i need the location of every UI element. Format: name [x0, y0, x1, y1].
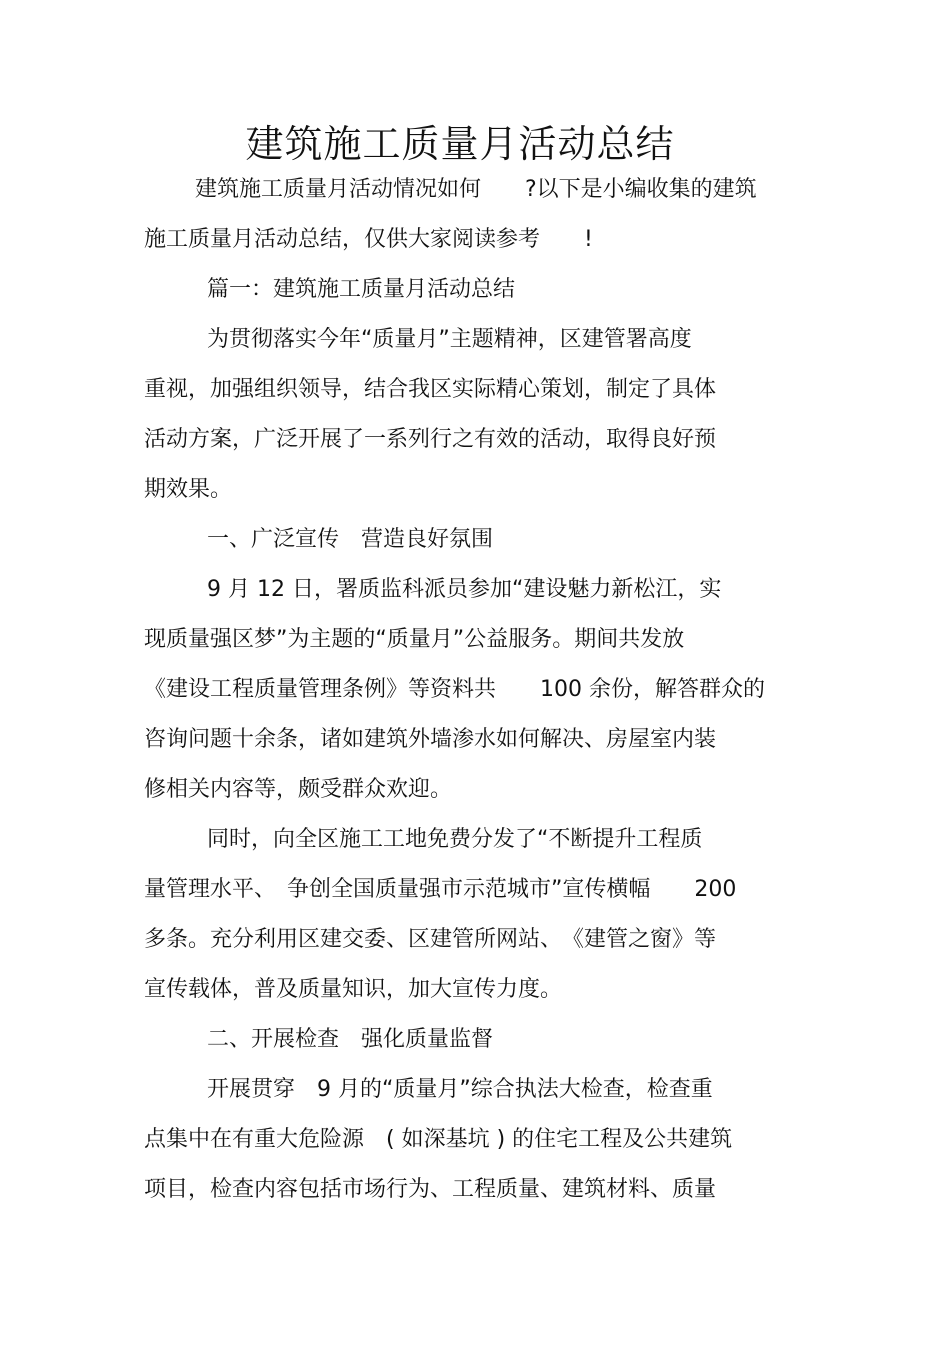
- body-line: 修相关内容等，颇受群众欢迎。: [144, 777, 453, 802]
- body-line: 开展贯穿 9 月的“质量月”综合执法大检查，检查重: [207, 1077, 713, 1102]
- section-heading: 二、开展检查 强化质量监督: [207, 1027, 494, 1052]
- body-line: 项目，检查内容包括市场行为、工程质量、建筑材料、质量: [144, 1177, 717, 1202]
- body-line: 9 月 12 日，署质监科派员参加“建设魅力新松江，实: [207, 577, 722, 602]
- body-line: 量管理水平、 争创全国质量强市示范城市”宣传横幅 200: [144, 877, 737, 902]
- section-heading: 一、广泛宣传 营造良好氛围: [207, 527, 494, 552]
- body-line: 施工质量月活动总结，仅供大家阅读参考 !: [144, 227, 593, 252]
- body-line: 多条。充分利用区建交委、区建管所网站、 《建管之窗》等: [144, 927, 717, 952]
- body-line: 期效果。: [144, 477, 233, 502]
- body-line: 《建设工程质量管理条例》等资料共 100 余份，解答群众的: [144, 677, 765, 702]
- body-line: 建筑施工质量月活动情况如何 ?以下是小编收集的建筑: [195, 177, 757, 202]
- body-line: 点集中在有重大危险源 ( 如深基坑 ) 的住宅工程及公共建筑: [144, 1127, 733, 1152]
- body-line: 宣传载体，普及质量知识，加大宣传力度。: [144, 977, 563, 1002]
- body-line: 为贯彻落实今年“质量月”主题精神，区建管署高度: [207, 327, 692, 352]
- body-line: 现质量强区梦”为主题的“质量月”公益服务。期间共发放: [144, 627, 685, 652]
- body-line: 活动方案，广泛开展了一系列行之有效的活动，取得良好预: [144, 427, 717, 452]
- section-heading: 篇一：建筑施工质量月活动总结: [207, 277, 516, 302]
- body-line: 同时，向全区施工工地免费分发了“不断提升工程质: [207, 827, 703, 852]
- body-line: 咨询问题十余条，诸如建筑外墙渗水如何解决、房屋室内装: [144, 727, 717, 752]
- body-line: 重视，加强组织领导，结合我区实际精心策划，制定了具体: [144, 377, 717, 402]
- document-title: 建筑施工质量月活动总结: [245, 122, 675, 166]
